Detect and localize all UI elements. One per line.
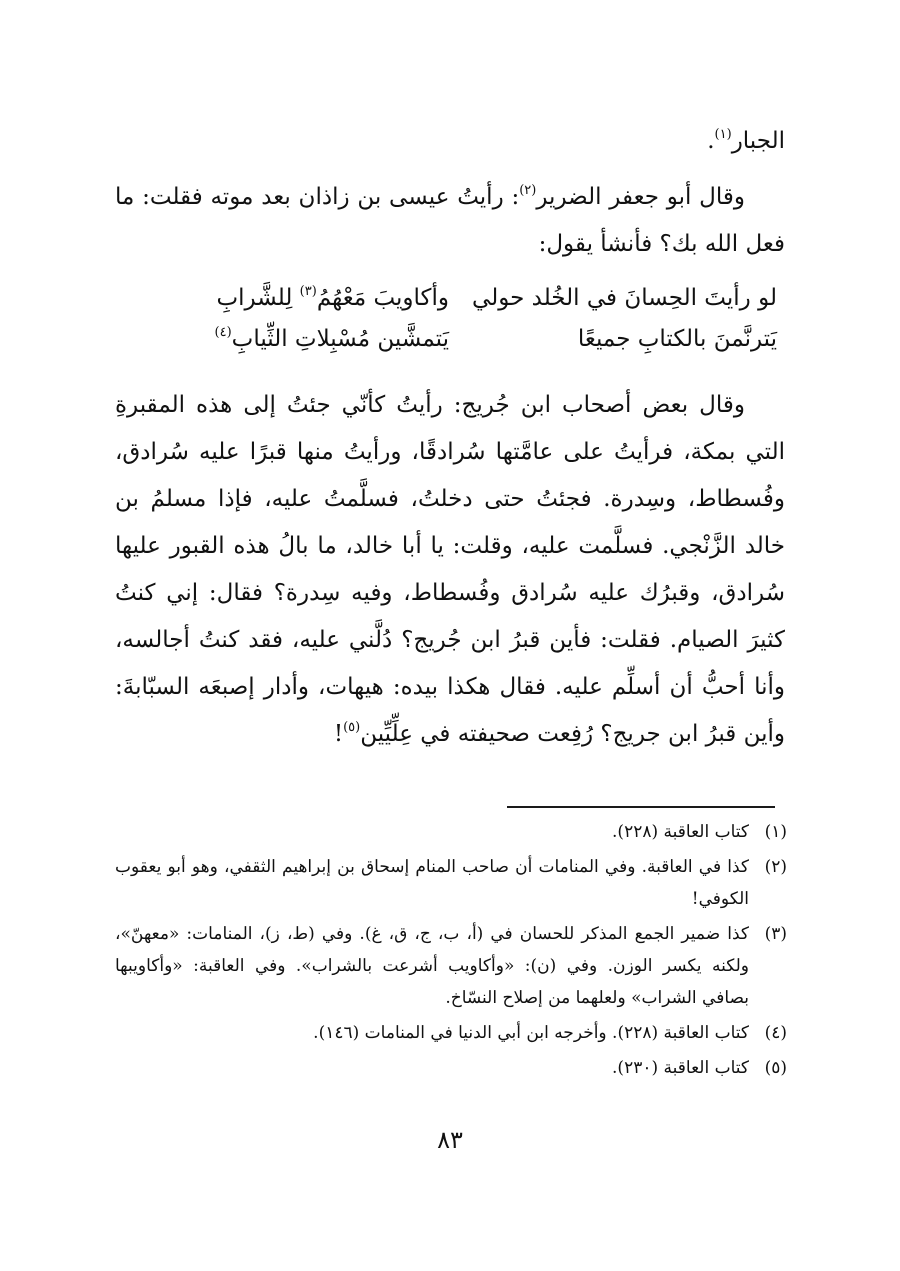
footnote-5 [115, 1052, 787, 1084]
footnote-text: كتاب العاقبة (٢٣٠). [612, 1058, 749, 1078]
footnote-1 [115, 816, 787, 848]
poem [115, 278, 785, 360]
paragraph-3-end: ! [333, 721, 344, 747]
footnote-number: (٣) [764, 924, 787, 944]
footnote-text: كتاب العاقبة (٢٢٨). [612, 822, 749, 842]
verse-2-second-hemistich [119, 319, 449, 360]
footnote-ref-5: (٥) [343, 720, 361, 735]
footnote-number: (٤) [764, 1023, 787, 1043]
footnote-text: كتاب العاقبة (٢٢٨). وأخرجه ابن أبي الدنيا في المنامات (١٤٦). [313, 1023, 749, 1043]
paragraph-3 [115, 382, 785, 758]
footnote-ref-1: (١) [714, 127, 732, 142]
paragraph-2 [115, 174, 785, 268]
paragraph-2-text-b: : رأيتُ عيسى بن زاذان بعد موته فقلت: ما فعل الله بك؟ فأنشأ يقول: [115, 184, 785, 257]
footnote-text: كذا في العاقبة. وفي المنامات أن صاحب المنام إسحاق بن إبراهيم الثقفي، وهو أبو يعقوب الكوفي! [115, 857, 749, 909]
verse-2-first-hemistich: يَترنَّمنَ بالكتابِ جميعًا [577, 326, 777, 352]
footnote-3 [115, 918, 787, 1014]
footnote-number: (٥) [764, 1058, 787, 1078]
footnotes [115, 816, 787, 1087]
page-number: ٨٣ [437, 1126, 463, 1154]
paragraph-1-end: . [707, 128, 715, 154]
verse-1-second-text-a: وأكاويبَ مَعْهُمُ [316, 285, 449, 311]
footnote-ref-4: (٤) [214, 325, 232, 340]
paragraph-3-text: وقال بعض أصحاب ابن جُريج: رأيتُ كأنّي جئتُ إلى هذه المقبرةِ التي بمكة، فرأيتُ على عامَّتها سُرادقًا، ورأيتُ منها قبرًا عليه سُرادق، وفُسطاط، وسِدرة. فجئتُ حتى دخلتُ، فسلَّمتُ عليه، فإذا مسلمُ بن خالد الزَّنْجي. فسلَّمت عليه، وقلت: يا أبا خالد، ما بالُ هذه القبور عليها سُرادق، وقبرُك عليه سُرادق وفُسطاط، وفيه سِدرة؟ فقال: إني كنتُ كثيرَ الصيام. فقلت: فأين قبرُ ابن جُريج؟ دُلَّني عليه، فقد كنتُ أجالسه، وأنا أحبُّ أن أسلِّم عليه. فقال هكذا بيده: هيهات، وأدار إصبعَه السبّابةَ: وأين قبرُ ابن جريج؟ رُفِعت صحيفته في عِلِّيِّين [115, 392, 785, 747]
footnote-2 [115, 851, 787, 915]
footnote-4 [115, 1017, 787, 1049]
verse-2-second-text-a: يَتمشَّين مُسْبِلاتِ الثِّيابِ [231, 326, 449, 352]
poem-verse-2 [115, 319, 785, 360]
main-text [115, 118, 785, 758]
paragraph-2-text-a: وقال أبو جعفر الضرير [536, 184, 745, 210]
paragraph-1 [115, 118, 785, 165]
footnote-ref-3: (٣) [299, 284, 317, 299]
footnote-number: (٢) [764, 857, 787, 877]
paragraph-1-text: الجبار [731, 128, 785, 154]
verse-1-second-text-b: لِلشَّرابِ [216, 285, 300, 311]
verse-1-first-hemistich: لو رأيتَ الحِسانَ في الخُلد حولي [472, 285, 777, 311]
footnote-number: (١) [764, 822, 787, 842]
footnote-text: كذا ضمير الجمع المذكر للحسان في (أ، ب، ج، ق، غ). وفي (ط، ز)، المنامات: «معهنّ»، ولكنه يكسر الوزن. وفي (ن): «وأكاويب أشرعت بالشراب». وفي العاقبة: «وأكاويبها بصافي الشراب» ولعلهما من إصلاح النسّاخ. [115, 924, 749, 1008]
footnote-ref-2: (٢) [519, 183, 537, 198]
poem-verse-1 [115, 278, 785, 319]
verse-1-second-hemistich [119, 278, 449, 319]
footnote-separator [507, 806, 775, 808]
